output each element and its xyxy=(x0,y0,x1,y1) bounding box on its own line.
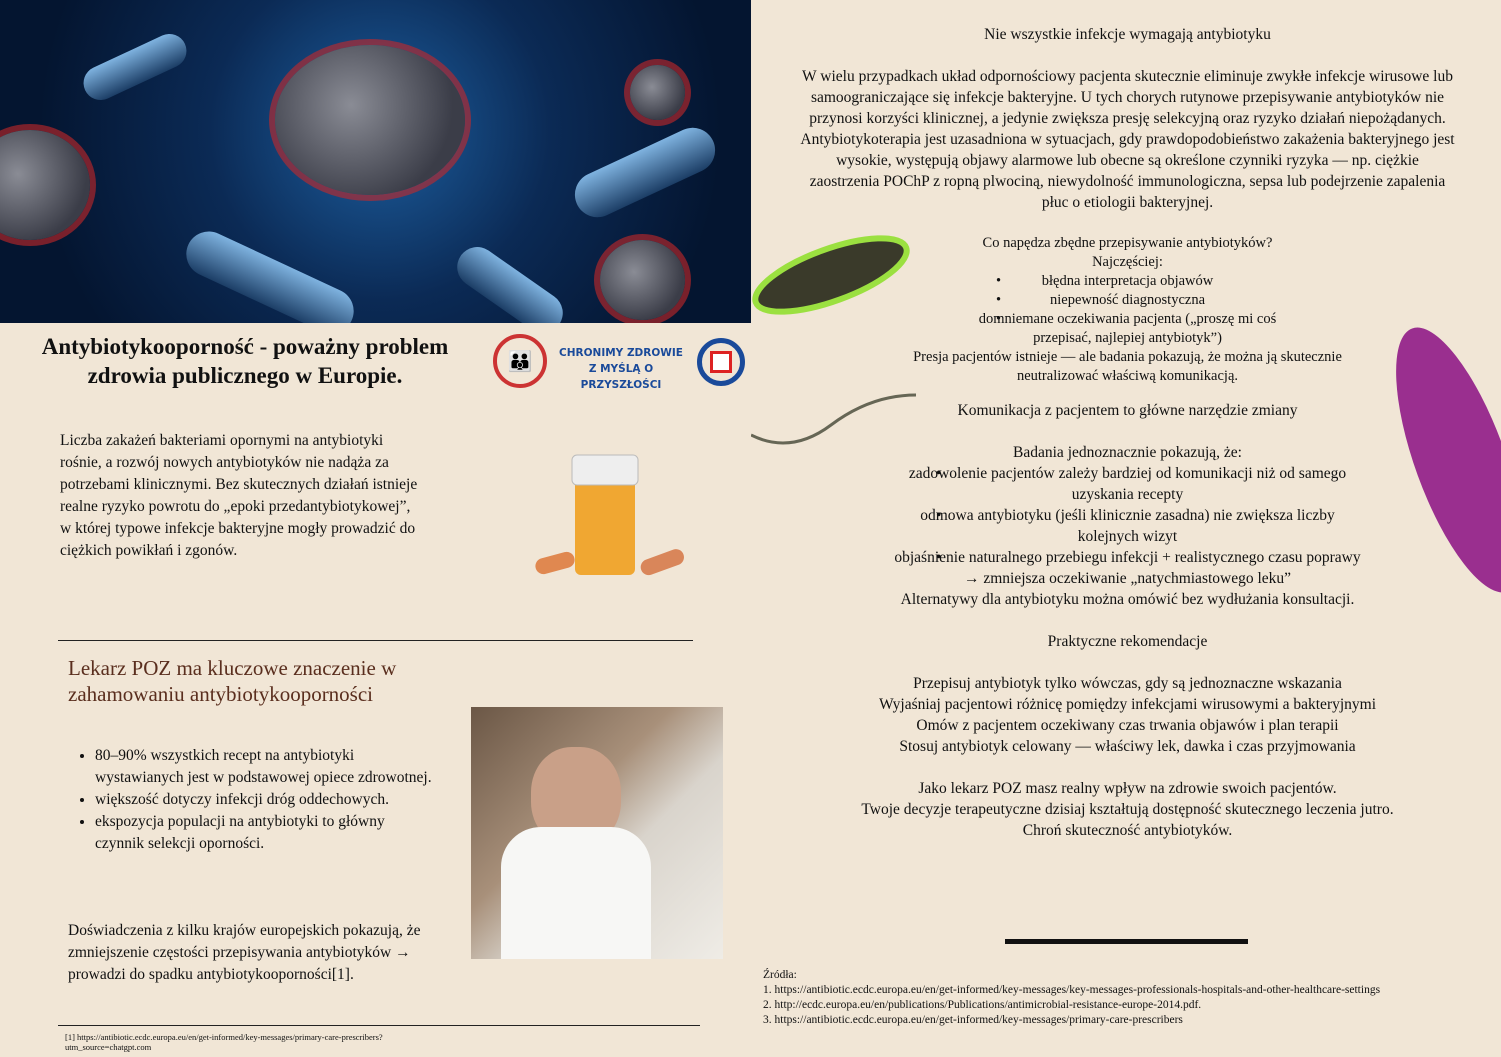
section-title: Praktyczne rekomendacje xyxy=(1047,633,1208,650)
section-divider xyxy=(58,640,693,641)
hero-virus-image xyxy=(0,0,751,323)
section-text: Presja pacjentów istnieje — ale badania pokazują, że można ją skutecznie neutralizować właściwą komunikacją. xyxy=(913,349,1342,384)
closing-line: Jako lekarz POZ masz realny wpływ na zdrowie swoich pacjentów. xyxy=(918,780,1337,797)
question: Co napędza zbędne przepisywanie antybiotyków? xyxy=(982,235,1273,251)
experience-paragraph: Doświadczenia z kilku krajów europejskich pokazują, że zmniejszenie częstości przepisywania antybiotyków → prowadzi do spadku antybiotykooporności[1]. xyxy=(68,922,421,983)
list-item: • 80–90% wszystkich recept na antybiotyki wystawianych jest w podstawowej opiece zdrowotnej. xyxy=(95,745,435,789)
poz-bullet-list xyxy=(75,745,435,855)
section-text: Alternatywy dla antybiotyku można omówić bez wydłużania konsultacji. xyxy=(900,591,1355,608)
source-item: 1. https://antibiotic.ecdc.europa.eu/en/get-informed/key-messages/key-messages-professionals-hospitals-and-other-healthcare-settings xyxy=(763,984,1381,996)
logo-line-1: CHRONIMY ZDROWIE xyxy=(559,347,683,359)
lead: Badania jednoznacznie pokazują, że: xyxy=(1013,444,1242,461)
campaign-logo-text xyxy=(556,345,686,393)
sanitary-inspection-seal-icon xyxy=(697,338,745,386)
list-item: • większość dotyczy infekcji dróg oddechowych. xyxy=(95,789,435,811)
campaign-logo-icon: 👪 xyxy=(493,334,547,388)
communication-list xyxy=(850,463,1405,589)
intro-paragraph: Liczba zakażeń bakteriami opornymi na antybiotyki rośnie, a rozwój nowych antybiotyków nie nadąża za potrzebami klinicznymi. Bez skutecznych działań istnieje realne ryzyko powrotu do „epoki przedantybiotykowej”, w której typowe infekcje bakteryjne mogły prowadzić do ciężkich powikłań i zgonów. xyxy=(60,432,418,559)
section-text: W wielu przypadkach układ odpornościowy pacjenta skutecznie eliminuje zwykłe infekcje wirusowe lub samoograniczające się infekcje bakteryjne. U tych chorych rutynowe przepisywanie antybiotyków nie przynosi korzyści klinicznej, a jedynie zwiększa presję selekcyjną oraz ryzyko działań niepożądanych. Antybiotykoterapia jest uzasadniona w sytuacjach, gdy prawdopodobieństwo zakażenia bakteryjnego jest wysokie, występują objawy alarmowe lub obecne są określone czynniki ryzyka — np. ciężkie zaostrzenia POChP z ropną plwociną, niewydolność immunologiczna, sepsa lub podejrzenie zapalenia płuc o etiologii bakteryjnej. xyxy=(800,68,1455,211)
list-item: • niepewność diagnostyczna xyxy=(910,291,1345,310)
recommendation: Wyjaśniaj pacjentowi różnicę pomiędzy infekcjami wirusowymi a bakteryjnymi xyxy=(878,696,1377,713)
list-item: • zadowolenie pacjentów zależy bardziej od komunikacji niż od samego uzyskania recepty xyxy=(850,463,1405,505)
sources xyxy=(763,968,1483,1028)
section-title: Nie wszystkie infekcje wymagają antybiotyku xyxy=(984,26,1271,43)
source-item: 2. http://ecdc.europa.eu/en/publications/Publications/antimicrobial-resistance-europe-2014.pdf. xyxy=(763,999,1202,1011)
section-title: Komunikacja z pacjentem to główne narzędzie zmiany xyxy=(957,402,1298,419)
doctor-photo xyxy=(471,707,723,959)
closing-line: Chroń skuteczność antybiotyków. xyxy=(1022,822,1233,839)
recommendation: Stosuj antybiotyk celowany — właściwy lek, dawka i czas przyjmowania xyxy=(899,738,1356,755)
list-item: • błędna interpretacja objawów xyxy=(910,272,1345,291)
recommendation: Omów z pacjentem oczekiwany czas trwania objawów i plan terapii xyxy=(916,717,1339,734)
logo-line-2: Z MYŚLĄ O PRZYSZŁOŚCI xyxy=(580,363,662,391)
page-title: Antybiotykooporność - poważny problem zdrowia publicznego w Europie. xyxy=(41,334,449,388)
footnote: [1] https://antibiotic.ecdc.europa.eu/en/get-informed/key-messages/primary-care-prescribers?utm_source=chatgpt.com xyxy=(65,1032,383,1052)
closing-line: Twoje decyzje terapeutyczne dzisiaj kształtują dostępność skutecznego leczenia jutro. xyxy=(861,801,1394,818)
sources-label: Źródła: xyxy=(763,969,797,981)
lead: Najczęściej: xyxy=(1092,254,1163,270)
drivers-list xyxy=(910,272,1345,348)
list-item: • odmowa antybiotyku (jeśli klinicznie zasadna) nie zwiększa liczby kolejnych wizyt xyxy=(850,505,1405,547)
footnote-divider xyxy=(58,1025,700,1026)
recommendation: Przepisuj antybiotyk tylko wówczas, gdy są jednoznaczne wskazania xyxy=(913,675,1342,692)
pill-bottle-image xyxy=(530,450,690,590)
list-item: • objaśnienie naturalnego przebiegu infekcji + realistycznego czasu poprawy → zmniejsza oczekiwanie „natychmiastowego leku” xyxy=(850,547,1405,589)
poz-heading: Lekarz POZ ma kluczowe znaczenie w zahamowaniu antybiotykooporności xyxy=(68,656,397,706)
closing-divider xyxy=(1005,939,1248,944)
source-item: 3. https://antibiotic.ecdc.europa.eu/en/get-informed/key-messages/primary-care-prescribers xyxy=(763,1014,1183,1026)
right-column xyxy=(790,24,1465,841)
list-item: • ekspozycja populacji na antybiotyki to główny czynnik selekcji oporności. xyxy=(95,811,435,855)
list-item: • domniemane oczekiwania pacjenta („proszę mi coś przepisać, najlepiej antybiotyk”) xyxy=(910,310,1345,348)
